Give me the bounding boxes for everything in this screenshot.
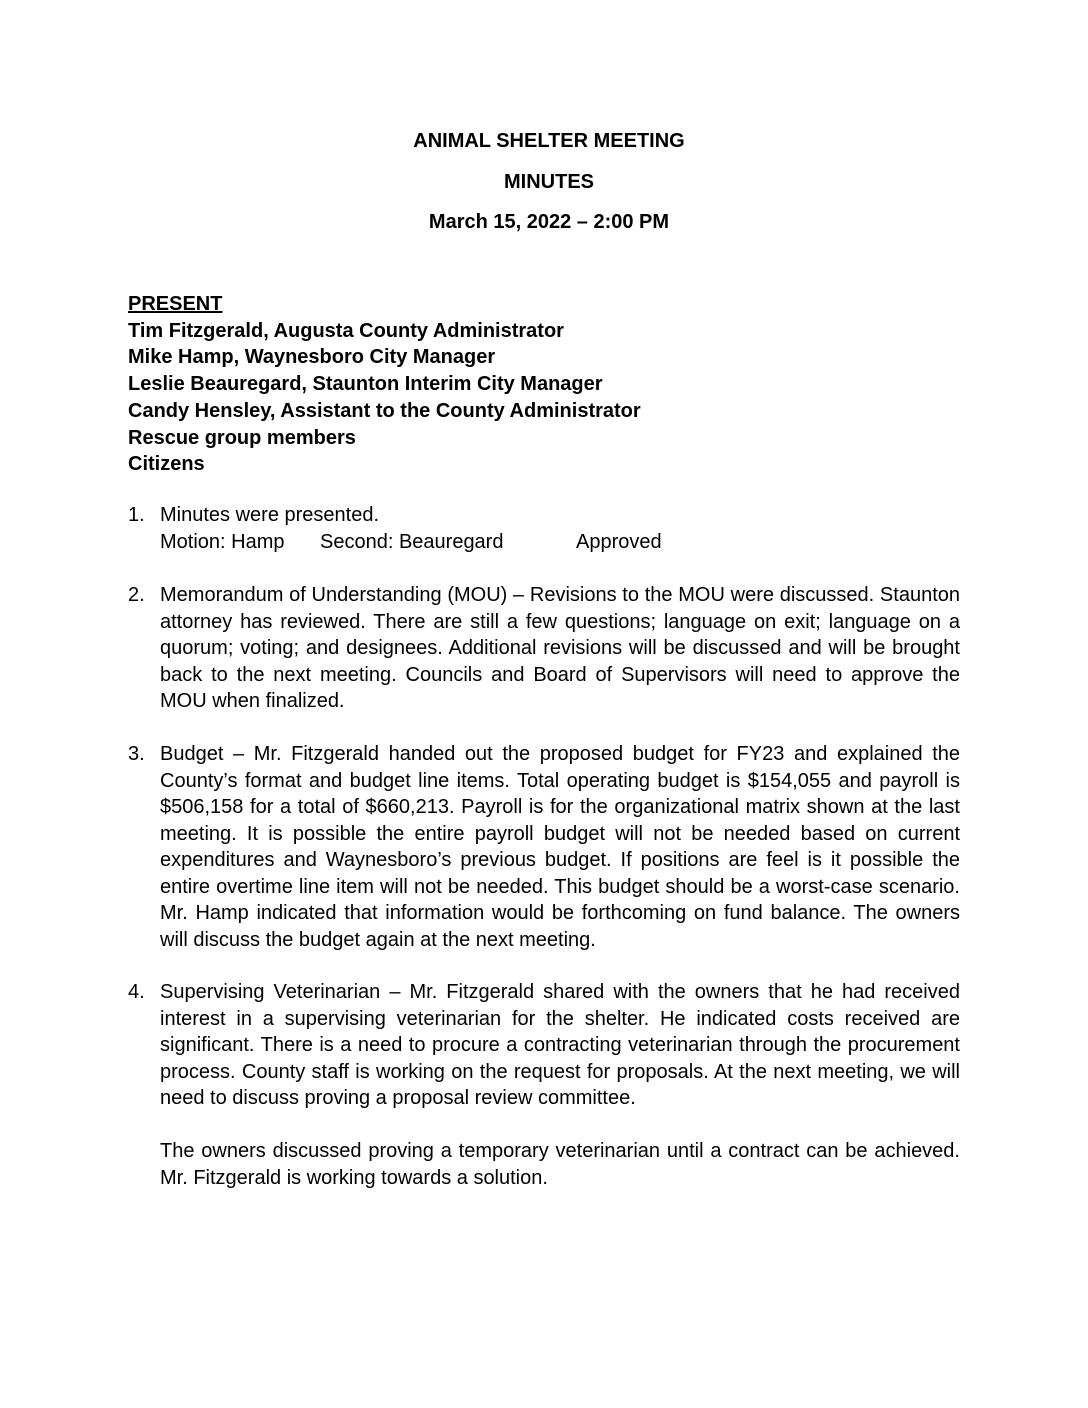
item-text: Memorandum of Understanding (MOU) – Revisions to the MOU were discussed. Staunton attorney has reviewed. There are still a few questions; language on exit; language on a quorum; voting; and designees. Additional revisions will be discussed and will be brought back to the next meeting. Councils and Board of Supervisors will need to approve the MOU when finalized. [160, 584, 960, 712]
document-title: ANIMAL SHELTER MEETING [413, 130, 685, 152]
attendee: Rescue group members [128, 426, 356, 449]
item-number: 1. [128, 504, 145, 526]
agenda-item-veterinarian [128, 979, 960, 1191]
motion-result: Approved [576, 530, 662, 553]
attendance-heading: PRESENT [128, 293, 223, 315]
attendee: Leslie Beauregard, Staunton Interim City Manager [128, 373, 603, 396]
attendee: Citizens [128, 453, 205, 476]
agenda-item-budget [128, 741, 960, 953]
item-number: 2. [128, 584, 145, 606]
motion-second: Second: Beauregard [320, 530, 504, 553]
item-text: Supervising Veterinarian – Mr. Fitzgerald shared with the owners that he had received interest in a supervising veterinarian for the shelter. He indicated costs received are significant. There is a need to procure a contracting veterinarian through the procurement process. County staff is working on the request for proposals. At the next meeting, we will need to discuss proving a proposal review committee. [160, 981, 960, 1109]
attendee: Candy Hensley, Assistant to the County Administrator [128, 399, 641, 422]
meeting-date: March 15, 2022 – 2:00 PM [428, 211, 670, 233]
item-number: 3. [128, 743, 145, 765]
motion-line [160, 529, 960, 556]
item-number: 4. [128, 981, 145, 1003]
attendance-section [128, 291, 968, 478]
item-text: Minutes were presented. [160, 504, 380, 526]
agenda-item-minutes [128, 502, 960, 555]
document-subtitle: MINUTES [504, 171, 594, 193]
item-text: Budget – Mr. Fitzgerald handed out the proposed budget for FY23 and explained the County’s format and budget line items. Total operating budget is $154,055 and payroll is $506,158 for a total of $660,213. Payroll is for the organizational matrix shown at the last meeting. It is possible the entire payroll budget will not be needed based on current expenditures and Waynesboro’s previous budget. If positions are feel is it possible the entire overtime line item will not be needed. This budget should be a worst-case scenario. Mr. Hamp indicated that information would be forthcoming on fund balance. The owners will discuss the budget again at the next meeting. [160, 743, 960, 951]
attendee: Tim Fitzgerald, Augusta County Administrator [128, 319, 564, 342]
item-text-continued: The owners discussed proving a temporary veterinarian until a contract can be achieved. Mr. Fitzgerald is working towards a solution. [160, 1140, 960, 1189]
attendee: Mike Hamp, Waynesboro City Manager [128, 346, 496, 369]
agenda-item-mou [128, 582, 960, 715]
motion-by: Motion: Hamp [160, 530, 285, 553]
